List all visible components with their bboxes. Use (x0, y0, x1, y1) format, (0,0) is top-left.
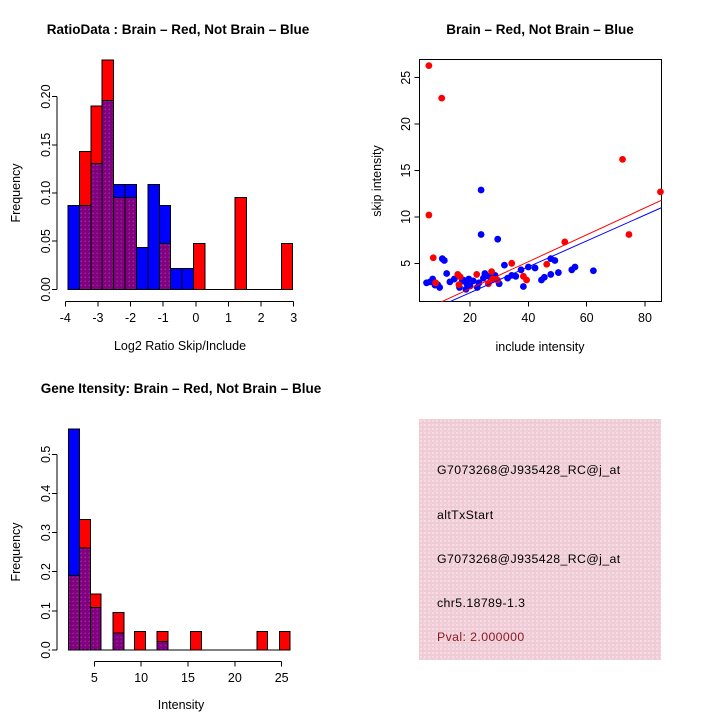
histogram-overlap-bar (114, 198, 125, 290)
y-tick-label: 0.05 (39, 229, 53, 254)
histogram-bar-red (279, 631, 290, 650)
y-tick-label: 0.0 (39, 641, 53, 659)
x-tick-label: 20 (463, 311, 477, 325)
scatter-point-red (432, 279, 439, 286)
scatter-point-red (430, 254, 437, 261)
panel2-xlabel: include intensity (495, 340, 585, 354)
scatter-point-red (488, 268, 495, 275)
scatter-point-blue (501, 262, 508, 269)
panel2-title: Brain – Red, Not Brain – Blue (446, 22, 634, 37)
histogram-bar-blue (68, 206, 79, 290)
y-tick-label: 0.3 (39, 523, 53, 542)
scatter-point-blue (520, 283, 527, 290)
scatter-point-red (619, 156, 626, 163)
y-tick-label: 0.15 (39, 132, 53, 157)
scatter-point-red (626, 231, 633, 238)
scatter-point-red (523, 277, 530, 284)
x-tick-label: -4 (59, 311, 71, 325)
y-tick-label: 0.20 (39, 84, 53, 109)
info-line-probe-id-2: G7073268@J935428_RC@j_at (437, 552, 621, 566)
scatter-point-red (508, 260, 515, 267)
panel3-ylabel: Frequency (9, 522, 23, 582)
y-tick-label: 0.1 (39, 602, 53, 620)
scatter-point-blue (590, 267, 597, 274)
x-tick-label: 20 (227, 671, 242, 685)
regression-line-blue (450, 208, 662, 302)
x-tick-label: -3 (92, 311, 104, 325)
histogram-overlap-bar (102, 101, 113, 290)
histogram-overlap-bar (91, 164, 102, 290)
histogram-bar-blue (182, 268, 193, 289)
info-line-pval: Pval: 2.000000 (437, 630, 525, 644)
x-tick-label: 5 (90, 671, 98, 685)
info-line-locus: chr5.18789-1.3 (437, 596, 526, 610)
panel1-ratio-histogram (39, 60, 297, 325)
panel1-ylabel: Frequency (9, 163, 23, 223)
x-tick-label: 3 (290, 311, 298, 325)
panel2-intensity-scatter (399, 59, 664, 325)
panel1-title: RatioData : Brain – Red, Not Brain – Blue (46, 22, 310, 37)
scatter-point-red (456, 281, 463, 288)
scatter-point-red (457, 273, 464, 280)
y-tick-label: 15 (399, 163, 413, 178)
y-tick-label: 10 (399, 209, 413, 224)
histogram-overlap-bar (68, 575, 79, 650)
histogram-overlap-bar (113, 633, 124, 650)
scatter-point-blue (532, 265, 539, 272)
histogram-bar-red (257, 631, 268, 650)
histogram-overlap-bar (79, 548, 90, 650)
scatter-point-blue (494, 236, 501, 243)
histogram-bar-blue (136, 247, 147, 289)
x-tick-label: -1 (157, 311, 169, 325)
x-tick-label: 1 (224, 311, 232, 325)
y-tick-label: 0.5 (39, 445, 53, 463)
panel3-gene-intensity-histogram (39, 429, 290, 685)
x-tick-label: 10 (134, 671, 149, 685)
scatter-point-red (425, 212, 432, 219)
x-tick-label: 25 (274, 671, 289, 685)
histogram-overlap-bar (79, 206, 90, 290)
y-tick-label: 20 (399, 117, 413, 132)
histogram-bar-red (235, 198, 246, 290)
x-tick-label: 15 (181, 671, 195, 685)
panel2-ylabel: skip intensity (370, 145, 384, 217)
scatter-point-red (438, 95, 445, 102)
y-tick-label: 5 (399, 259, 413, 267)
y-tick-label: 25 (399, 70, 413, 85)
histogram-overlap-bar (157, 642, 168, 650)
scatter-point-blue (478, 231, 485, 238)
y-tick-label: 0.10 (39, 180, 53, 206)
x-tick-label: 40 (521, 311, 536, 325)
plot-border (419, 59, 661, 301)
x-tick-label: 60 (579, 311, 594, 325)
histogram-bar-red (281, 244, 292, 290)
y-tick-label: 0.4 (39, 484, 53, 503)
scatter-point-blue (443, 270, 450, 277)
y-tick-label: 0.2 (39, 563, 53, 581)
scatter-point-red (543, 261, 550, 268)
scatter-point-blue (478, 187, 485, 194)
histogram-overlap-bar (159, 244, 170, 290)
histogram-bar-blue (171, 268, 182, 289)
scatter-point-blue (470, 278, 477, 285)
regression-line-red (442, 200, 662, 302)
scatter-point-blue (441, 257, 448, 264)
histogram-bar-red (194, 244, 205, 290)
scatter-point-red (425, 62, 432, 69)
x-tick-label: 2 (257, 311, 265, 325)
histogram-bar-blue (148, 185, 159, 290)
x-tick-label: 0 (192, 311, 200, 325)
panel3-xlabel: Intensity (157, 698, 205, 712)
x-tick-label: 80 (638, 311, 652, 325)
info-line-event-type: altTxStart (437, 508, 494, 522)
info-box (419, 419, 661, 660)
scatter-point-blue (541, 274, 548, 281)
histogram-bar-red (190, 631, 201, 650)
scatter-point-blue (572, 264, 579, 271)
y-tick-label: 0.00 (39, 277, 53, 302)
histogram-overlap-bar (125, 198, 136, 290)
scatter-point-red (473, 271, 480, 278)
scatter-point-blue (547, 271, 554, 278)
histogram-bar-red (135, 631, 146, 650)
histogram-overlap-bar (90, 607, 101, 650)
x-tick-label: -2 (124, 311, 137, 325)
scatter-point-blue (555, 269, 562, 276)
scatter-point-blue (551, 257, 558, 264)
panel3-title: Gene Itensity: Brain – Red, Not Brain – Blue (40, 381, 322, 396)
panel1-xlabel: Log2 Ratio Skip/Include (113, 339, 247, 353)
scatter-point-red (657, 188, 664, 195)
info-line-probe-id: G7073268@J935428_RC@j_at (437, 463, 621, 477)
